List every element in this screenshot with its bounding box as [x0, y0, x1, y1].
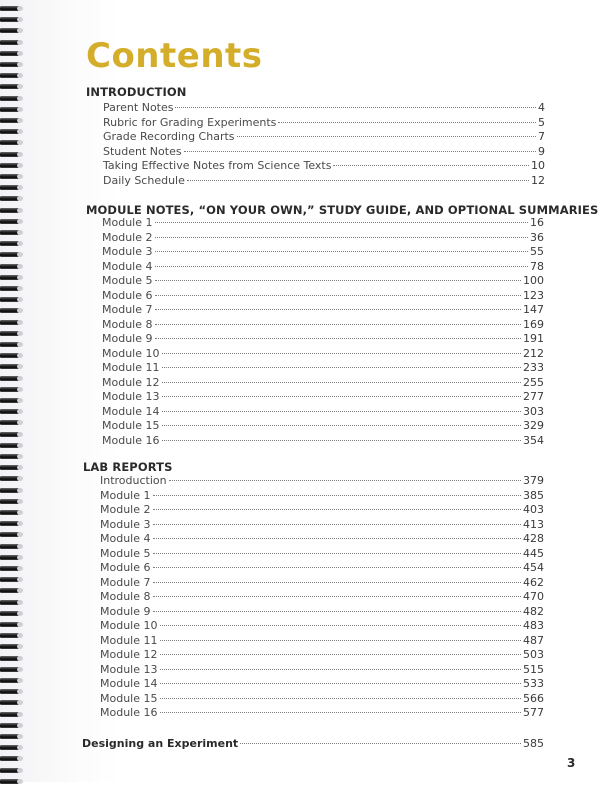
toc-entry-label: Module 6	[102, 288, 153, 302]
dot-leader	[155, 251, 529, 252]
binding-coil	[0, 26, 24, 35]
binding-coil	[0, 306, 24, 315]
toc-entry-label: Module 1	[100, 488, 151, 502]
toc-entry-page: 515	[523, 662, 544, 676]
dot-leader	[162, 440, 522, 441]
page-number: 3	[567, 756, 576, 770]
binding-coil	[0, 206, 24, 215]
toc-entry-label: Module 8	[100, 590, 151, 603]
binding-coil	[0, 340, 24, 349]
binding-coil	[0, 138, 24, 147]
binding-coil	[0, 777, 24, 786]
toc-entry-label: Module 10	[102, 346, 160, 360]
toc-entry-label: Module 6	[100, 561, 151, 574]
toc-entry[interactable]	[102, 231, 544, 246]
binding-coil	[0, 463, 24, 472]
binding-coil	[0, 586, 24, 595]
toc-entry-page: 354	[523, 433, 544, 447]
toc-entry-label: Module 9	[100, 604, 151, 618]
binding-coil	[0, 38, 24, 47]
binding-coil	[0, 474, 24, 483]
dot-leader	[155, 295, 522, 296]
toc-entry-page: 428	[523, 532, 544, 545]
dot-leader	[184, 151, 536, 152]
dot-leader	[162, 367, 522, 368]
toc-entry-label: Module 13	[100, 662, 158, 676]
binding-coil	[0, 273, 24, 282]
dot-leader	[160, 669, 522, 670]
toc-entry[interactable]	[103, 101, 545, 116]
dot-leader	[187, 180, 529, 181]
toc-entry-page: 4	[538, 101, 545, 114]
toc-entry[interactable]	[100, 692, 544, 707]
toc-entry[interactable]	[102, 260, 544, 275]
dot-leader	[169, 480, 521, 481]
toc-entry-page: 379	[523, 474, 544, 487]
dot-leader	[153, 611, 522, 612]
toc-entry-page: 147	[523, 303, 544, 316]
binding-coil	[0, 721, 24, 730]
toc-entry-page: 533	[523, 677, 544, 690]
binding-coil	[0, 94, 24, 103]
toc-entry-label: Module 4	[100, 532, 151, 545]
toc-entry-page: 16	[530, 216, 544, 229]
toc-entry[interactable]	[103, 174, 545, 189]
toc-entry[interactable]	[103, 145, 545, 160]
binding-coil	[0, 732, 24, 741]
binding-coil	[0, 217, 24, 226]
toc-entry-page: 566	[523, 691, 544, 705]
binding-coil	[0, 609, 24, 618]
binding-coil	[0, 385, 24, 394]
dot-leader	[155, 338, 522, 339]
dot-leader	[162, 425, 522, 426]
toc-entry-page: 445	[523, 546, 544, 560]
binding-coil	[0, 15, 24, 24]
dot-leader	[162, 411, 522, 412]
toc-entry-page: 483	[523, 619, 544, 632]
toc-entry[interactable]	[100, 474, 544, 489]
binding-coil	[0, 329, 24, 338]
toc-entry-label: Module 8	[102, 317, 153, 331]
toc-entry[interactable]	[100, 634, 544, 649]
binding-coil	[0, 362, 24, 371]
binding-coil	[0, 654, 24, 663]
toc-entry-page: 169	[523, 317, 544, 331]
dot-leader	[162, 396, 522, 397]
binding-coil	[0, 620, 24, 629]
dot-leader	[153, 495, 522, 496]
binding-coil	[0, 710, 24, 719]
binding-coil	[0, 508, 24, 517]
dot-leader	[153, 509, 522, 510]
dot-leader	[155, 266, 529, 267]
toc-entry-page: 482	[523, 604, 544, 618]
binding-coil	[0, 766, 24, 775]
binding-coil	[0, 284, 24, 293]
toc-entry-page: 7	[538, 130, 545, 143]
binding-coil	[0, 631, 24, 640]
binding-coil	[0, 49, 24, 58]
toc-entry-label: Module 11	[100, 633, 158, 647]
binding-coil	[0, 239, 24, 248]
dot-leader	[237, 136, 536, 137]
toc-entry[interactable]	[102, 405, 544, 420]
section-heading-introduction: INTRODUCTION	[86, 85, 187, 99]
binding-coil	[0, 194, 24, 203]
toc-entry-page: 191	[523, 332, 544, 345]
toc-list-introduction	[103, 101, 545, 188]
binding-coil	[0, 150, 24, 159]
toc-entry[interactable]	[100, 706, 544, 721]
binding-coil	[0, 374, 24, 383]
toc-entry-page: 470	[523, 590, 544, 603]
section-heading-module-notes: MODULE NOTES, “ON YOUR OWN,” STUDY GUIDE, AND OPTIONAL SUMMARIES	[86, 203, 599, 217]
toc-entry-label: Module 16	[100, 706, 158, 719]
dot-leader	[153, 538, 522, 539]
toc-entry-label: Module 10	[100, 619, 158, 632]
toc-entry[interactable]	[103, 130, 545, 145]
page-title: Contents	[86, 36, 263, 76]
toc-entry[interactable]	[100, 590, 544, 605]
toc-entry-label: Module 3	[100, 517, 151, 531]
binding-coil	[0, 698, 24, 707]
toc-entry-page: 123	[523, 288, 544, 302]
toc-entry-page: 10	[531, 159, 545, 172]
dot-leader	[153, 582, 522, 583]
toc-entry[interactable]	[100, 547, 544, 562]
toc-entry[interactable]	[100, 503, 544, 518]
binding-coil	[0, 418, 24, 427]
toc-entry[interactable]	[100, 489, 544, 504]
dot-leader	[160, 640, 522, 641]
toc-entry-page: 462	[523, 575, 544, 589]
toc-entry-page: 413	[523, 517, 544, 531]
binding-coil	[0, 351, 24, 360]
binding-coil	[0, 430, 24, 439]
toc-entry[interactable]	[103, 159, 545, 174]
toc-entry-page: 454	[523, 561, 544, 574]
dot-leader	[153, 596, 522, 597]
binding-coil	[0, 564, 24, 573]
toc-entry[interactable]	[102, 434, 544, 449]
toc-entry-page: 78	[530, 259, 544, 273]
toc-entry[interactable]	[100, 648, 544, 663]
toc-entry[interactable]	[102, 303, 544, 318]
toc-entry-page: 487	[523, 633, 544, 647]
dot-leader	[153, 524, 522, 525]
binding-coil	[0, 250, 24, 259]
toc-entry-label: Module 13	[102, 390, 160, 403]
toc-entry-page: 212	[523, 346, 544, 360]
dot-leader	[155, 237, 529, 238]
toc-entry-page: 100	[523, 274, 544, 287]
toc-entry[interactable]	[102, 216, 544, 231]
toc-entry[interactable]	[100, 663, 544, 678]
binding-coil	[0, 228, 24, 237]
binding-coil	[0, 452, 24, 461]
toc-entry[interactable]	[102, 361, 544, 376]
binding-coil	[0, 553, 24, 562]
dot-leader	[153, 567, 522, 568]
binding-coil	[0, 172, 24, 181]
spiral-binding	[0, 0, 24, 782]
toc-entry[interactable]	[100, 605, 544, 620]
toc-entry-page: 403	[523, 503, 544, 516]
binding-coil	[0, 575, 24, 584]
binding-coil	[0, 519, 24, 528]
toc-entry[interactable]	[102, 332, 544, 347]
toc-entry-label: Module 12	[102, 375, 160, 389]
dot-leader	[160, 625, 522, 626]
toc-list-lab-reports	[100, 474, 544, 721]
binding-coil	[0, 116, 24, 125]
toc-entry-label: Module 14	[102, 404, 160, 418]
binding-coil	[0, 4, 24, 13]
toc-entry-label: Parent Notes	[103, 101, 174, 114]
binding-coil	[0, 743, 24, 752]
toc-entry-page: 255	[523, 375, 544, 389]
dot-leader	[153, 553, 522, 554]
binding-coil	[0, 676, 24, 685]
toc-entry-label: Module 5	[100, 546, 151, 560]
toc-entry-label: Module 3	[102, 245, 153, 258]
toc-entry-label: Module 7	[102, 303, 153, 316]
toc-entry[interactable]	[100, 677, 544, 692]
toc-entry-label: Module 4	[102, 259, 153, 273]
toc-entry-label: Designing an Experiment	[82, 737, 239, 750]
binding-coil	[0, 161, 24, 170]
toc-entry-page: 577	[523, 706, 544, 719]
toc-entry-designing-experiment[interactable]	[82, 737, 544, 752]
dot-leader	[155, 324, 522, 325]
toc-entry-label: Module 11	[102, 361, 160, 374]
dot-leader	[155, 280, 522, 281]
dot-leader	[160, 698, 522, 699]
toc-entry-label: Module 9	[102, 332, 153, 345]
binding-coil	[0, 183, 24, 192]
toc-entry-page: 5	[538, 115, 545, 129]
toc-entry[interactable]	[102, 289, 544, 304]
binding-coil	[0, 530, 24, 539]
binding-coil	[0, 318, 24, 327]
toc-entry[interactable]	[102, 390, 544, 405]
binding-coil	[0, 598, 24, 607]
toc-entry[interactable]	[100, 576, 544, 591]
binding-coil	[0, 642, 24, 651]
toc-entry[interactable]	[100, 561, 544, 576]
binding-coil	[0, 665, 24, 674]
toc-entry-label: Module 16	[102, 433, 160, 447]
toc-entry-page: 12	[531, 173, 545, 187]
toc-entry-page: 303	[523, 404, 544, 418]
binding-coil	[0, 497, 24, 506]
toc-entry-page: 329	[523, 419, 544, 432]
binding-coil	[0, 105, 24, 114]
dot-leader	[155, 309, 522, 310]
toc-list-module-notes	[102, 216, 544, 448]
toc-entry-page: 233	[523, 361, 544, 374]
dot-leader	[333, 165, 529, 166]
dot-leader	[160, 712, 522, 713]
binding-coil	[0, 60, 24, 69]
toc-entry-label: Student Notes	[103, 144, 182, 158]
toc-entry-label: Module 2	[102, 230, 153, 244]
toc-entry[interactable]	[102, 376, 544, 391]
toc-entry-page: 277	[523, 390, 544, 403]
dot-leader	[162, 353, 522, 354]
binding-coil	[0, 542, 24, 551]
toc-entry[interactable]	[103, 116, 545, 131]
dot-leader	[175, 107, 536, 108]
binding-coil	[0, 687, 24, 696]
toc-entry[interactable]	[100, 532, 544, 547]
section-heading-lab-reports: LAB REPORTS	[83, 460, 173, 474]
binding-coil	[0, 396, 24, 405]
dot-leader	[278, 122, 536, 123]
toc-entry[interactable]	[102, 274, 544, 289]
binding-coil	[0, 754, 24, 763]
toc-entry-page: 9	[538, 144, 545, 158]
toc-entry-label: Module 15	[100, 691, 158, 705]
binding-coil	[0, 486, 24, 495]
toc-entry-page: 385	[523, 488, 544, 502]
toc-entry-label: Module 7	[100, 575, 151, 589]
toc-entry-label: Introduction	[100, 474, 167, 487]
toc-entry-label: Module 5	[102, 274, 153, 287]
binding-coil	[0, 441, 24, 450]
toc-entry-label: Grade Recording Charts	[103, 130, 235, 143]
toc-entry-label: Module 2	[100, 503, 151, 516]
toc-entry[interactable]	[102, 347, 544, 362]
toc-entry-label: Rubric for Grading Experiments	[103, 115, 277, 129]
toc-entry-label: Module 15	[102, 419, 160, 432]
toc-entry-page: 36	[530, 230, 544, 244]
dot-leader	[155, 222, 529, 223]
toc-entry-page: 503	[523, 648, 544, 661]
toc-entry[interactable]	[102, 419, 544, 434]
binding-coil	[0, 82, 24, 91]
binding-coil	[0, 262, 24, 271]
dot-leader	[162, 382, 522, 383]
toc-entry[interactable]	[100, 518, 544, 533]
toc-entry-page: 55	[530, 245, 544, 258]
binding-coil	[0, 295, 24, 304]
dot-leader	[160, 654, 522, 655]
toc-entry-label: Taking Effective Notes from Science Texts	[103, 159, 332, 172]
binding-coil	[0, 127, 24, 136]
toc-entry[interactable]	[102, 245, 544, 260]
toc-entry-label: Module 12	[100, 648, 158, 661]
toc-entry-label: Daily Schedule	[103, 173, 185, 187]
toc-entry-label: Module 14	[100, 677, 158, 690]
toc-entry[interactable]	[102, 318, 544, 333]
binding-coil	[0, 407, 24, 416]
binding-coil	[0, 71, 24, 80]
dot-leader	[160, 683, 522, 684]
toc-entry-page: 585	[523, 737, 544, 750]
toc-entry[interactable]	[100, 619, 544, 634]
toc-entry-label: Module 1	[102, 216, 153, 229]
dot-leader	[240, 743, 521, 744]
